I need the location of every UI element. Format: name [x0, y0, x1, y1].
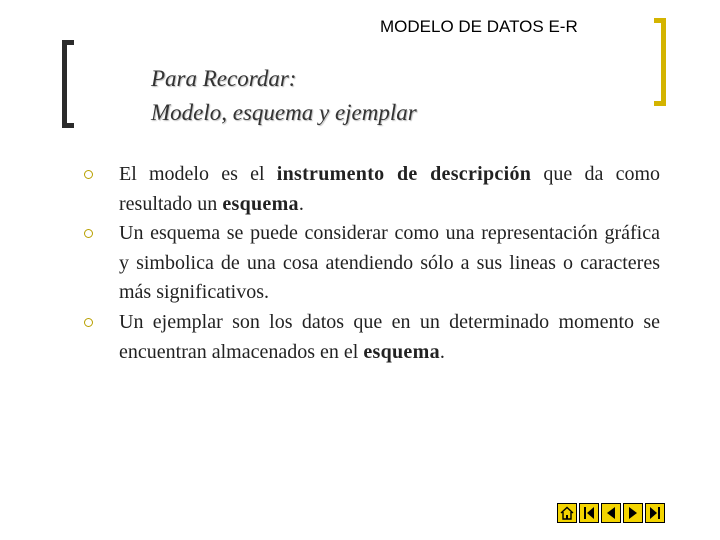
bullet-bold-text: esquema	[363, 340, 440, 363]
slide-navigation-bar	[557, 503, 665, 523]
home-button[interactable]	[557, 503, 577, 523]
bullet-list	[84, 160, 660, 367]
next-slide-icon	[626, 506, 640, 520]
first-slide-icon	[582, 506, 596, 520]
bullet-bold-text: esquema	[222, 192, 299, 215]
home-icon	[560, 506, 574, 520]
bullet-circle-icon	[84, 170, 93, 179]
last-slide-button[interactable]	[645, 503, 665, 523]
bullet-text: Un esquema se puede considerar como una representación gráfica y simbolica de una cosa atendiendo sólo a sus lineas o caracteres más significativos.	[119, 222, 660, 304]
bullet-bold-text: instrumento de descripción	[276, 163, 532, 185]
slide-subtitle	[151, 62, 417, 130]
bullet-item-esquema	[84, 219, 660, 308]
previous-slide-icon	[604, 506, 618, 520]
bullet-text: El modelo es el	[119, 163, 277, 185]
bullet-text: .	[298, 192, 304, 215]
bullet-text: .	[439, 340, 445, 363]
subtitle-line-2: Modelo, esquema y ejemplar	[151, 100, 417, 125]
subtitle-line-1: Para Recordar:	[151, 66, 297, 91]
last-slide-icon	[648, 506, 662, 520]
bullet-circle-icon	[84, 318, 93, 327]
next-slide-button[interactable]	[623, 503, 643, 523]
bullet-text: que da como resultado un	[119, 163, 661, 215]
first-slide-button[interactable]	[579, 503, 599, 523]
bracket-right-decoration	[654, 18, 666, 106]
bullet-item-ejemplar	[84, 308, 660, 367]
bracket-left-decoration	[62, 40, 74, 128]
bullet-text: Un ejemplar son los datos que en un determinado momento se encuentran almacenados en el	[119, 310, 660, 363]
bullet-circle-icon	[84, 229, 93, 238]
header-title: MODELO DE DATOS E-R	[380, 17, 578, 36]
bullet-item-modelo	[84, 160, 660, 219]
previous-slide-button[interactable]	[601, 503, 621, 523]
